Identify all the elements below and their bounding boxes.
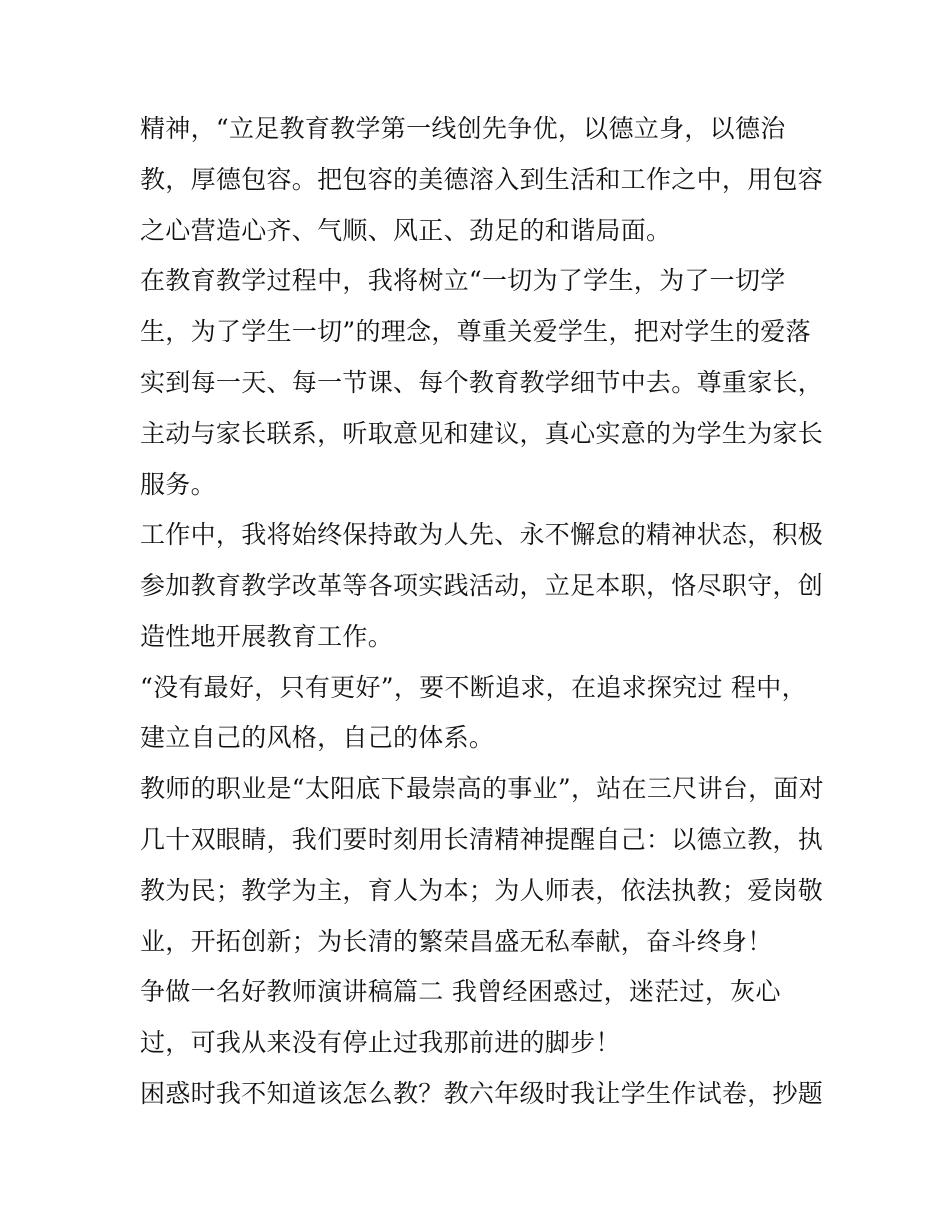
text-line: 业，开拓创新；为长清的繁荣昌盛无私奉献，奋斗终身！ [140,927,773,956]
text-line: 几十双眼睛，我们要时刻用长清精神提醒自己：以德立教，执 [140,825,824,854]
text-line: 教师的职业是“太阳底下最崇高的事业”，站在三尺讲台，面对 [140,774,824,803]
text-line: 争做一名好教师演讲稿篇二 我曾经困惑过，迷茫过，灰心 [140,977,781,1006]
text-line: 困惑时我不知道该怎么教？教六年级时我让学生作试卷，抄题 [140,1079,824,1108]
text-line: 教，厚德包容。把包容的美德溶入到生活和工作之中，用包容 [140,165,824,194]
text-line: 参加教育教学改革等各项实践活动，立足本职，恪尽职守，创 [140,571,824,600]
text-line: 教为民；教学为主，育人为本；为人师表，依法执教；爱岗敬 [140,876,824,905]
text-line: 服务。 [140,470,216,499]
text-line: 建立自己的风格，自己的体系。 [140,723,495,752]
text-line: 过，可我从来没有停止过我那前进的脚步！ [140,1028,621,1057]
text-line: “没有最好，只有更好”，要不断追求，在追求探究过 程中， [140,673,807,702]
text-line: 实到每一天、每一节课、每个教育教学细节中去。尊重家长， [140,368,824,397]
text-line: 精神，“立足教育教学第一线创先争优，以德立身，以德治 [140,114,786,143]
text-line: 之心营造心齐、气顺、风正、劲足的和谐局面。 [140,216,672,245]
text-line: 主动与家长联系，听取意见和建议，真心实意的为学生为家长 [140,419,824,448]
text-line: 在教育教学过程中，我将树立“一切为了学生，为了一切学 [140,266,786,295]
text-line: 造性地开展教育工作。 [140,622,394,651]
text-line: 生，为了学生一切”的理念，尊重关爱学生，把对学生的爱落 [140,317,811,346]
text-line: 工作中，我将始终保持敢为人先、永不懈怠的精神状态，积极 [140,520,824,549]
